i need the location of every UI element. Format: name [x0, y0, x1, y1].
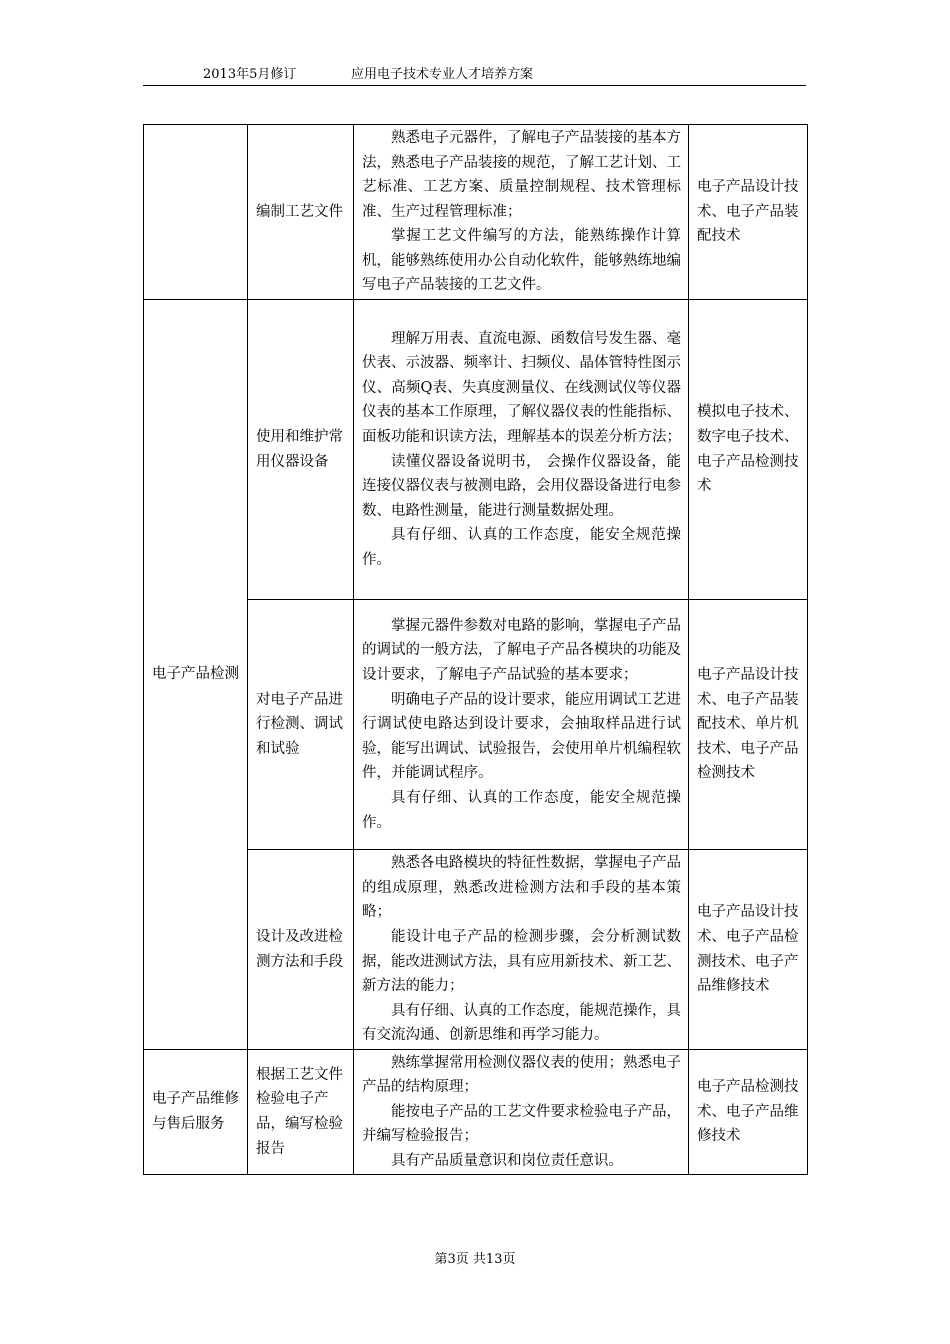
requirements-cell	[354, 600, 689, 850]
requirements-cell	[354, 1050, 689, 1175]
requirement-paragraph: 熟悉各电路模块的特征性数据，掌握电子产品的组成原理，熟悉改进检测方法和手段的基本策略；	[362, 855, 681, 921]
page-footer	[0, 1248, 950, 1267]
header-doc-title: 应用电子技术专业人才培养方案	[351, 67, 534, 82]
table-row	[144, 300, 808, 600]
requirement-paragraph: 具有仔细、认真的工作态度，能安全规范操作。	[362, 527, 681, 568]
task-cell: 设计及改进检测方法和手段	[248, 850, 354, 1050]
requirement-paragraph: 具有仔细、认真的工作态度，能规范操作，具有交流沟通、创新思维和再学习能力。	[362, 1002, 681, 1044]
requirement-paragraph: 明确电子产品的设计要求，能应用调试工艺进行调试使电路达到设计要求，会抽取样品进行试验，能写出调试、试验报告，会使用单片机编程软件，并能调试程序。	[362, 691, 681, 782]
requirement-paragraph: 掌握工艺文件编写的方法，能熟练操作计算机，能够熟练使用办公自动化软件，能够熟练地编写电子产品装接的工艺文件。	[362, 228, 681, 294]
requirement-paragraph: 理解万用表、直流电源、函数信号发生器、毫伏表、示波器、频率计、扫频仪、晶体管特性图示仪、高频Q表、失真度测量仪、在线测试仪等仪器仪表的基本工作原理，了解仪器仪表的性能指标、面板功能和识读方法，理解基本的误差分析方法；	[362, 330, 681, 445]
requirement-paragraph: 熟练掌握常用检测仪器仪表的使用；熟悉电子产品的结构原理；	[362, 1054, 681, 1096]
courses-cell: 电子产品设计技术、电子产品检测技术、电子产品维修技术	[689, 850, 808, 1050]
task-cell: 编制工艺文件	[248, 125, 354, 300]
curriculum-table	[143, 124, 808, 1175]
requirement-paragraph: 具有仔细、认真的工作态度，能安全规范操作。	[362, 789, 681, 831]
requirements-cell	[354, 850, 689, 1050]
courses-cell: 模拟电子技术、数字电子技术、电子产品检测技术	[689, 300, 808, 600]
requirement-paragraph: 具有产品质量意识和岗位责任意识。	[391, 1152, 623, 1169]
requirement-paragraph: 读懂仪器设备说明书， 会操作仪器设备，能连接仪器仪表与被测电路，会用仪器设备进行电参数、电路性测量，能进行测量数据处理。	[362, 453, 681, 519]
task-cell: 使用和维护常用仪器设备	[248, 300, 354, 600]
work-area-cell: 电子产品维修与售后服务	[144, 1050, 248, 1175]
courses-cell: 电子产品检测技术、电子产品维修技术	[689, 1050, 808, 1175]
work-area-cell: 电子产品检测	[144, 300, 248, 1050]
requirements-cell	[354, 125, 689, 300]
header-date: 2013年5月修订	[203, 67, 297, 82]
requirements-cell	[354, 300, 689, 600]
courses-cell: 电子产品设计技术、电子产品装配技术、单片机技术、电子产品检测技术	[689, 600, 808, 850]
page-number: 第3页 共13页	[434, 1252, 516, 1267]
work-area-cell	[144, 125, 248, 300]
table-row	[144, 1050, 808, 1175]
page-header	[143, 66, 806, 86]
table-row	[144, 125, 808, 300]
requirement-paragraph: 能设计电子产品的检测步骤，会分析测试数据，能改进测试方法，具有应用新技术、新工艺、新方法的能力；	[362, 928, 681, 995]
requirement-paragraph: 掌握元器件参数对电路的影响，掌握电子产品的调试的一般方法，了解电子产品各模块的功能及设计要求，了解电子产品试验的基本要求；	[362, 617, 681, 684]
task-cell: 对电子产品进行检测、调试和试验	[248, 600, 354, 850]
requirement-paragraph: 熟悉电子元器件，了解电子产品装接的基本方法，熟悉电子产品装接的规范，了解工艺计划、工艺标准、工艺方案、质量控制规程、技术管理标准、生产过程管理标准；	[362, 129, 681, 220]
task-cell: 根据工艺文件检验电子产品，编写检验报告	[248, 1050, 354, 1175]
requirement-paragraph: 能按电子产品的工艺文件要求检验电子产品，并编写检验报告；	[362, 1103, 681, 1145]
courses-cell: 电子产品设计技术、电子产品装配技术	[689, 125, 808, 300]
